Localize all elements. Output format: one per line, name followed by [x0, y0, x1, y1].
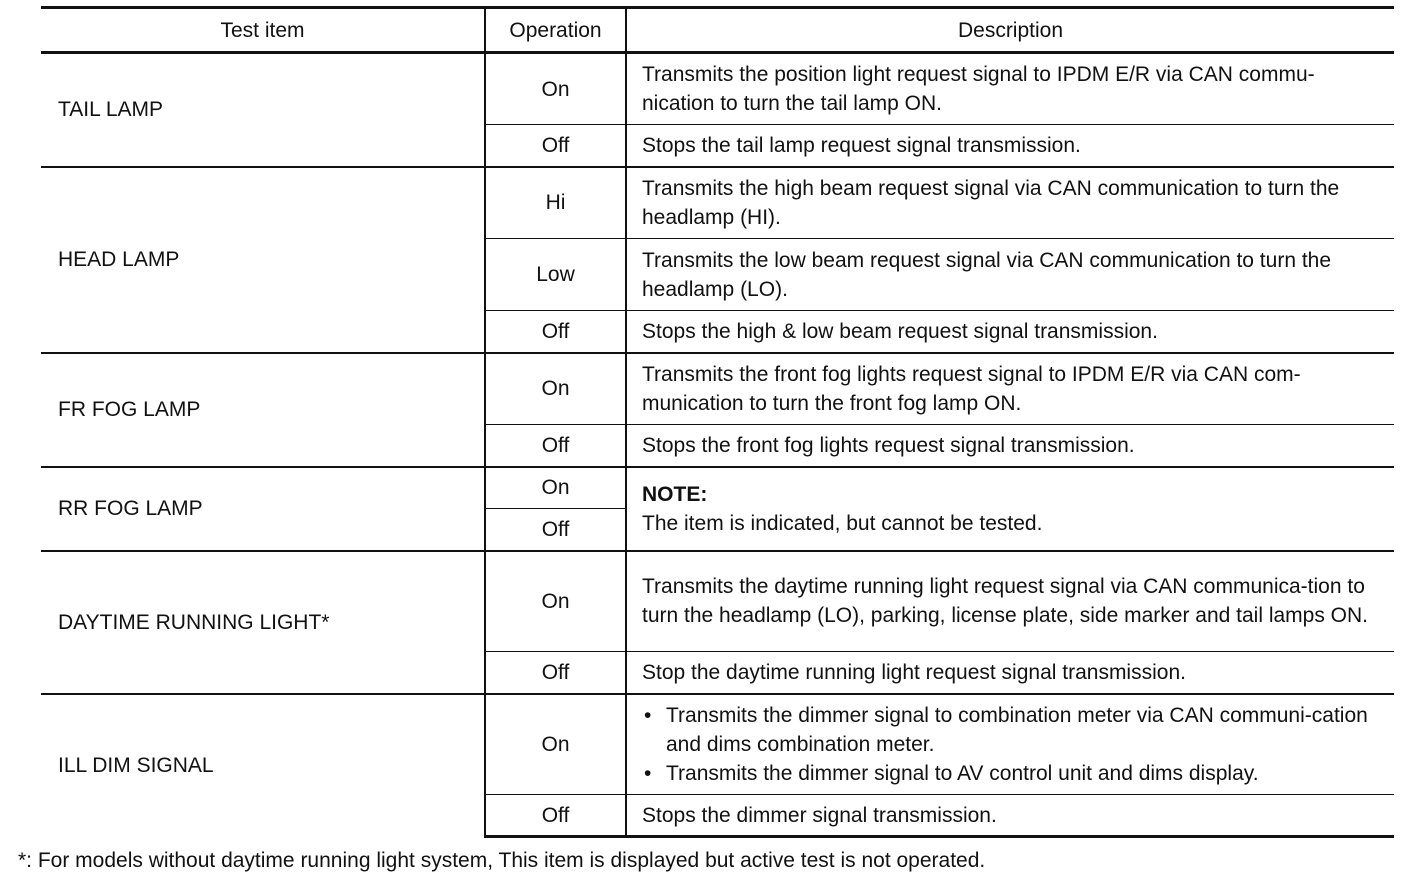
operation-cell: On [485, 694, 626, 795]
operation-cell: Off [485, 509, 626, 551]
operation-cell: Off [485, 425, 626, 467]
description-cell: Transmits the front fog lights request signal to IPDM E/R via CAN com-munication to turn the front fog lamp ON. [626, 353, 1394, 425]
test-item-cell: FR FOG LAMP [41, 353, 485, 467]
bullet-item: • Transmits the dimmer signal to combination meter via CAN communi-cation and dims combination meter. [642, 701, 1384, 759]
operation-cell: On [485, 53, 626, 125]
note-cell [626, 467, 1394, 551]
test-item-cell: RR FOG LAMP [41, 467, 485, 551]
bullet-item: • Transmits the dimmer signal to AV control unit and dims display. [642, 759, 1384, 788]
table-row [41, 551, 1394, 652]
operation-cell: Off [485, 311, 626, 353]
operation-cell: On [485, 551, 626, 652]
operation-cell: Off [485, 125, 626, 167]
test-item-cell: DAYTIME RUNNING LIGHT* [41, 551, 485, 694]
operation-cell: On [485, 467, 626, 509]
footnote: *: For models without daytime running light system, This item is displayed but active test is not operated. [18, 849, 986, 872]
description-cell: Stops the front fog lights request signal transmission. [626, 425, 1394, 467]
description-cell: Stops the high & low beam request signal transmission. [626, 311, 1394, 353]
bullet-list [642, 701, 1384, 788]
active-test-table [41, 6, 1394, 838]
header-description: Description [626, 8, 1394, 53]
table-row [41, 694, 1394, 795]
header-row [41, 8, 1394, 53]
operation-cell: On [485, 353, 626, 425]
table-row [41, 167, 1394, 239]
operation-cell: Off [485, 795, 626, 837]
description-cell: Transmits the daytime running light request signal via CAN communica-tion to turn the headlamp (LO), parking, license plate, side marker and tail lamps ON. [626, 551, 1394, 652]
description-cell: Stops the dimmer signal transmission. [626, 795, 1394, 837]
test-item-cell: HEAD LAMP [41, 167, 485, 353]
description-cell: Transmits the low beam request signal via CAN communication to turn the headlamp (LO). [626, 239, 1394, 311]
description-cell [626, 694, 1394, 795]
description-cell: Transmits the position light request signal to IPDM E/R via CAN commu-nication to turn the tail lamp ON. [626, 53, 1394, 125]
table-row [41, 53, 1394, 125]
table-row [41, 467, 1394, 509]
test-item-cell: ILL DIM SIGNAL [41, 694, 485, 837]
operation-cell: Hi [485, 167, 626, 239]
note-label: NOTE: [642, 482, 708, 506]
header-test-item: Test item [41, 8, 485, 53]
operation-cell: Off [485, 652, 626, 694]
note-text: The item is indicated, but cannot be tested. [642, 511, 1043, 535]
description-cell: Stop the daytime running light request signal transmission. [626, 652, 1394, 694]
description-cell: Stops the tail lamp request signal transmission. [626, 125, 1394, 167]
header-operation: Operation [485, 8, 626, 53]
test-item-cell: TAIL LAMP [41, 53, 485, 167]
table-row [41, 353, 1394, 425]
operation-cell: Low [485, 239, 626, 311]
description-cell: Transmits the high beam request signal via CAN communication to turn the headlamp (HI). [626, 167, 1394, 239]
